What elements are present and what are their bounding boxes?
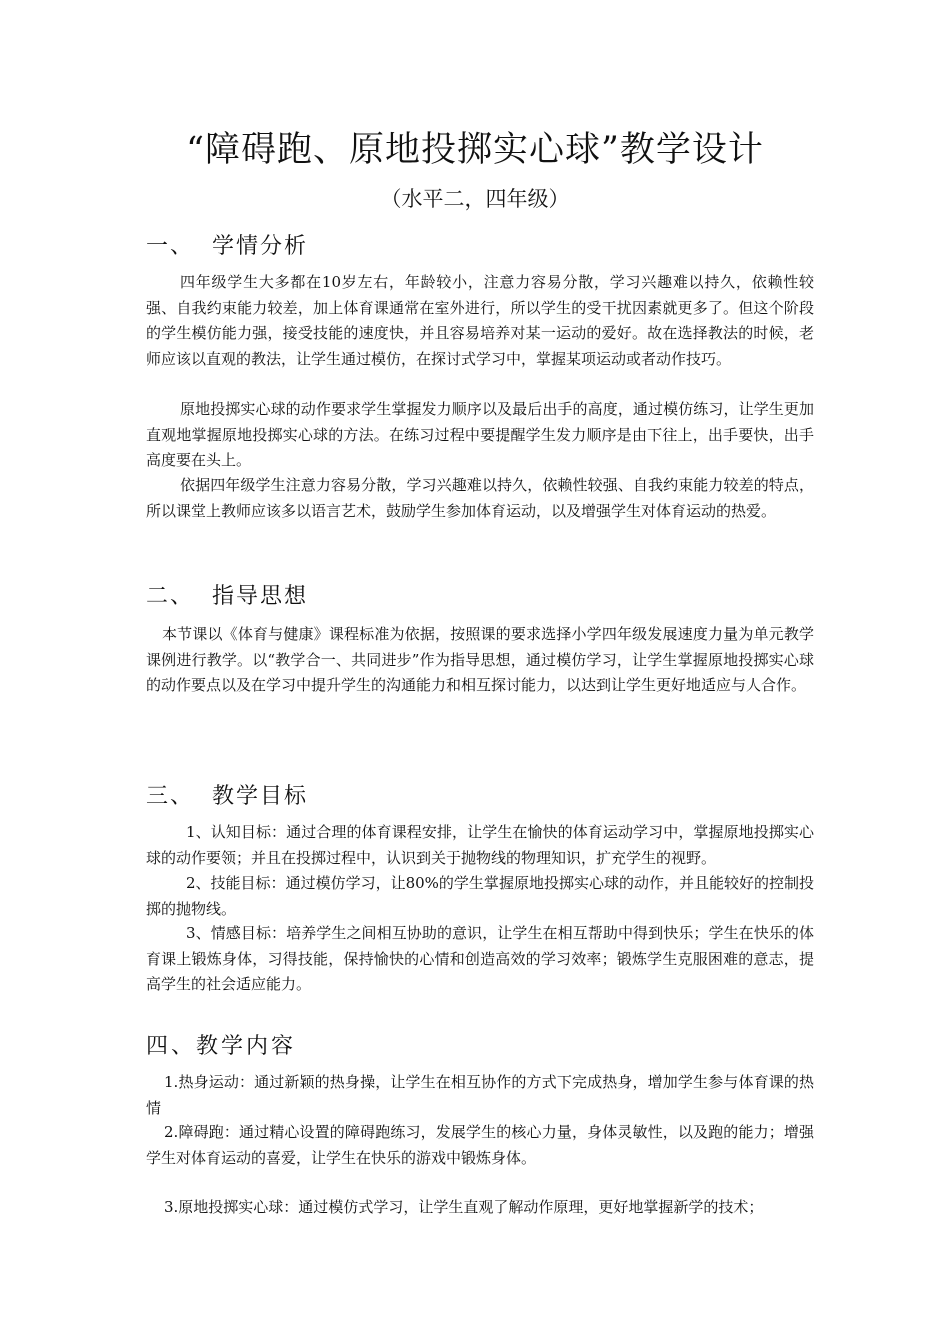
section-number: 二、 xyxy=(146,584,195,609)
paragraph: 四年级学生大多都在10岁左右，年龄较小，注意力容易分散，学习兴趣难以持久，依赖性较强、自我约束能力较差，加上体育课通常在室外进行，所以学生的受干扰因素就更多了。但这个阶段的学生模仿能力强，接受技能的速度快，并且容易培养对某一运动的爱好。故在选择教法的时候，老师应该以直观的教法，让学生通过模仿，在探讨式学习中，掌握某项运动或者动作技巧。 xyxy=(146,273,814,368)
paragraph: 2、技能目标：通过模仿学习，让80%的学生掌握原地投掷实心球的动作，并且能较好的控制投掷的抛物线。 xyxy=(146,874,814,918)
section-title: 学情分析 xyxy=(212,234,309,259)
section-heading-3 xyxy=(146,782,308,812)
paragraph: 2.障碍跑：通过精心设置的障碍跑练习，发展学生的核心力量，身体灵敏性，以及跑的能力；增强学生对体育运动的喜爱，让学生在快乐的游戏中锻炼身体。 xyxy=(146,1123,814,1167)
section-number: 三、 xyxy=(146,784,195,809)
paragraph: 1、认知目标：通过合理的体育课程安排，让学生在愉快的体育运动学习中，掌握原地投掷实心球的动作要领；并且在投掷过程中，认识到关于抛物线的物理知识，扩充学生的视野。 xyxy=(146,823,814,867)
paragraph: 3.原地投掷实心球：通过模仿式学习，让学生直观了解动作原理，更好地掌握新学的技术； xyxy=(164,1198,764,1216)
paragraph: 依据四年级学生注意力容易分散，学习兴趣难以持久，依赖性较强、自我约束能力较差的特点，所以课堂上教师应该多以语言艺术，鼓励学生参加体育运动，以及增强学生对体育运动的热爱。 xyxy=(146,476,814,520)
section-title: 指导思想 xyxy=(212,584,309,609)
paragraph: 本节课以《体育与健康》课程标准为依据，按照课的要求选择小学四年级发展速度力量为单元教学课例进行教学。以“教学合一、共同进步”作为指导思想，通过模仿学习，让学生掌握原地投掷实心球的动作要点以及在学习中提升学生的沟通能力和相互探讨能力，以达到让学生更好地适应与人合作。 xyxy=(146,625,814,694)
section-number: 四、 xyxy=(146,1034,197,1059)
section-heading-1 xyxy=(146,232,308,262)
document-title: “障碍跑、原地投掷实心球”教学设计 xyxy=(186,130,764,170)
section-title: 教学目标 xyxy=(212,784,309,809)
paragraph: 3、情感目标：培养学生之间相互协助的意识，让学生在相互帮助中得到快乐；学生在快乐的体育课上锻炼身体，习得技能，保持愉快的心情和创造高效的学习效率；锻炼学生克服困难的意志，提高学生的社会适应能力。 xyxy=(146,924,814,993)
section-number: 一、 xyxy=(146,234,195,259)
document-subtitle: （水平二，四年级） xyxy=(380,187,570,211)
section-heading-2 xyxy=(146,582,308,612)
section-title: 教学内容 xyxy=(196,1034,297,1059)
paragraph: 原地投掷实心球的动作要求学生掌握发力顺序以及最后出手的高度，通过模仿练习，让学生更加直观地掌握原地投掷实心球的方法。在练习过程中要提醒学生发力顺序是由下往上，出手要快，出手高度要在头上。 xyxy=(146,400,814,469)
paragraph: 1.热身运动：通过新颖的热身操，让学生在相互协作的方式下完成热身，增加学生参与体育课的热情 xyxy=(146,1073,814,1117)
section-heading-4 xyxy=(146,1032,296,1062)
